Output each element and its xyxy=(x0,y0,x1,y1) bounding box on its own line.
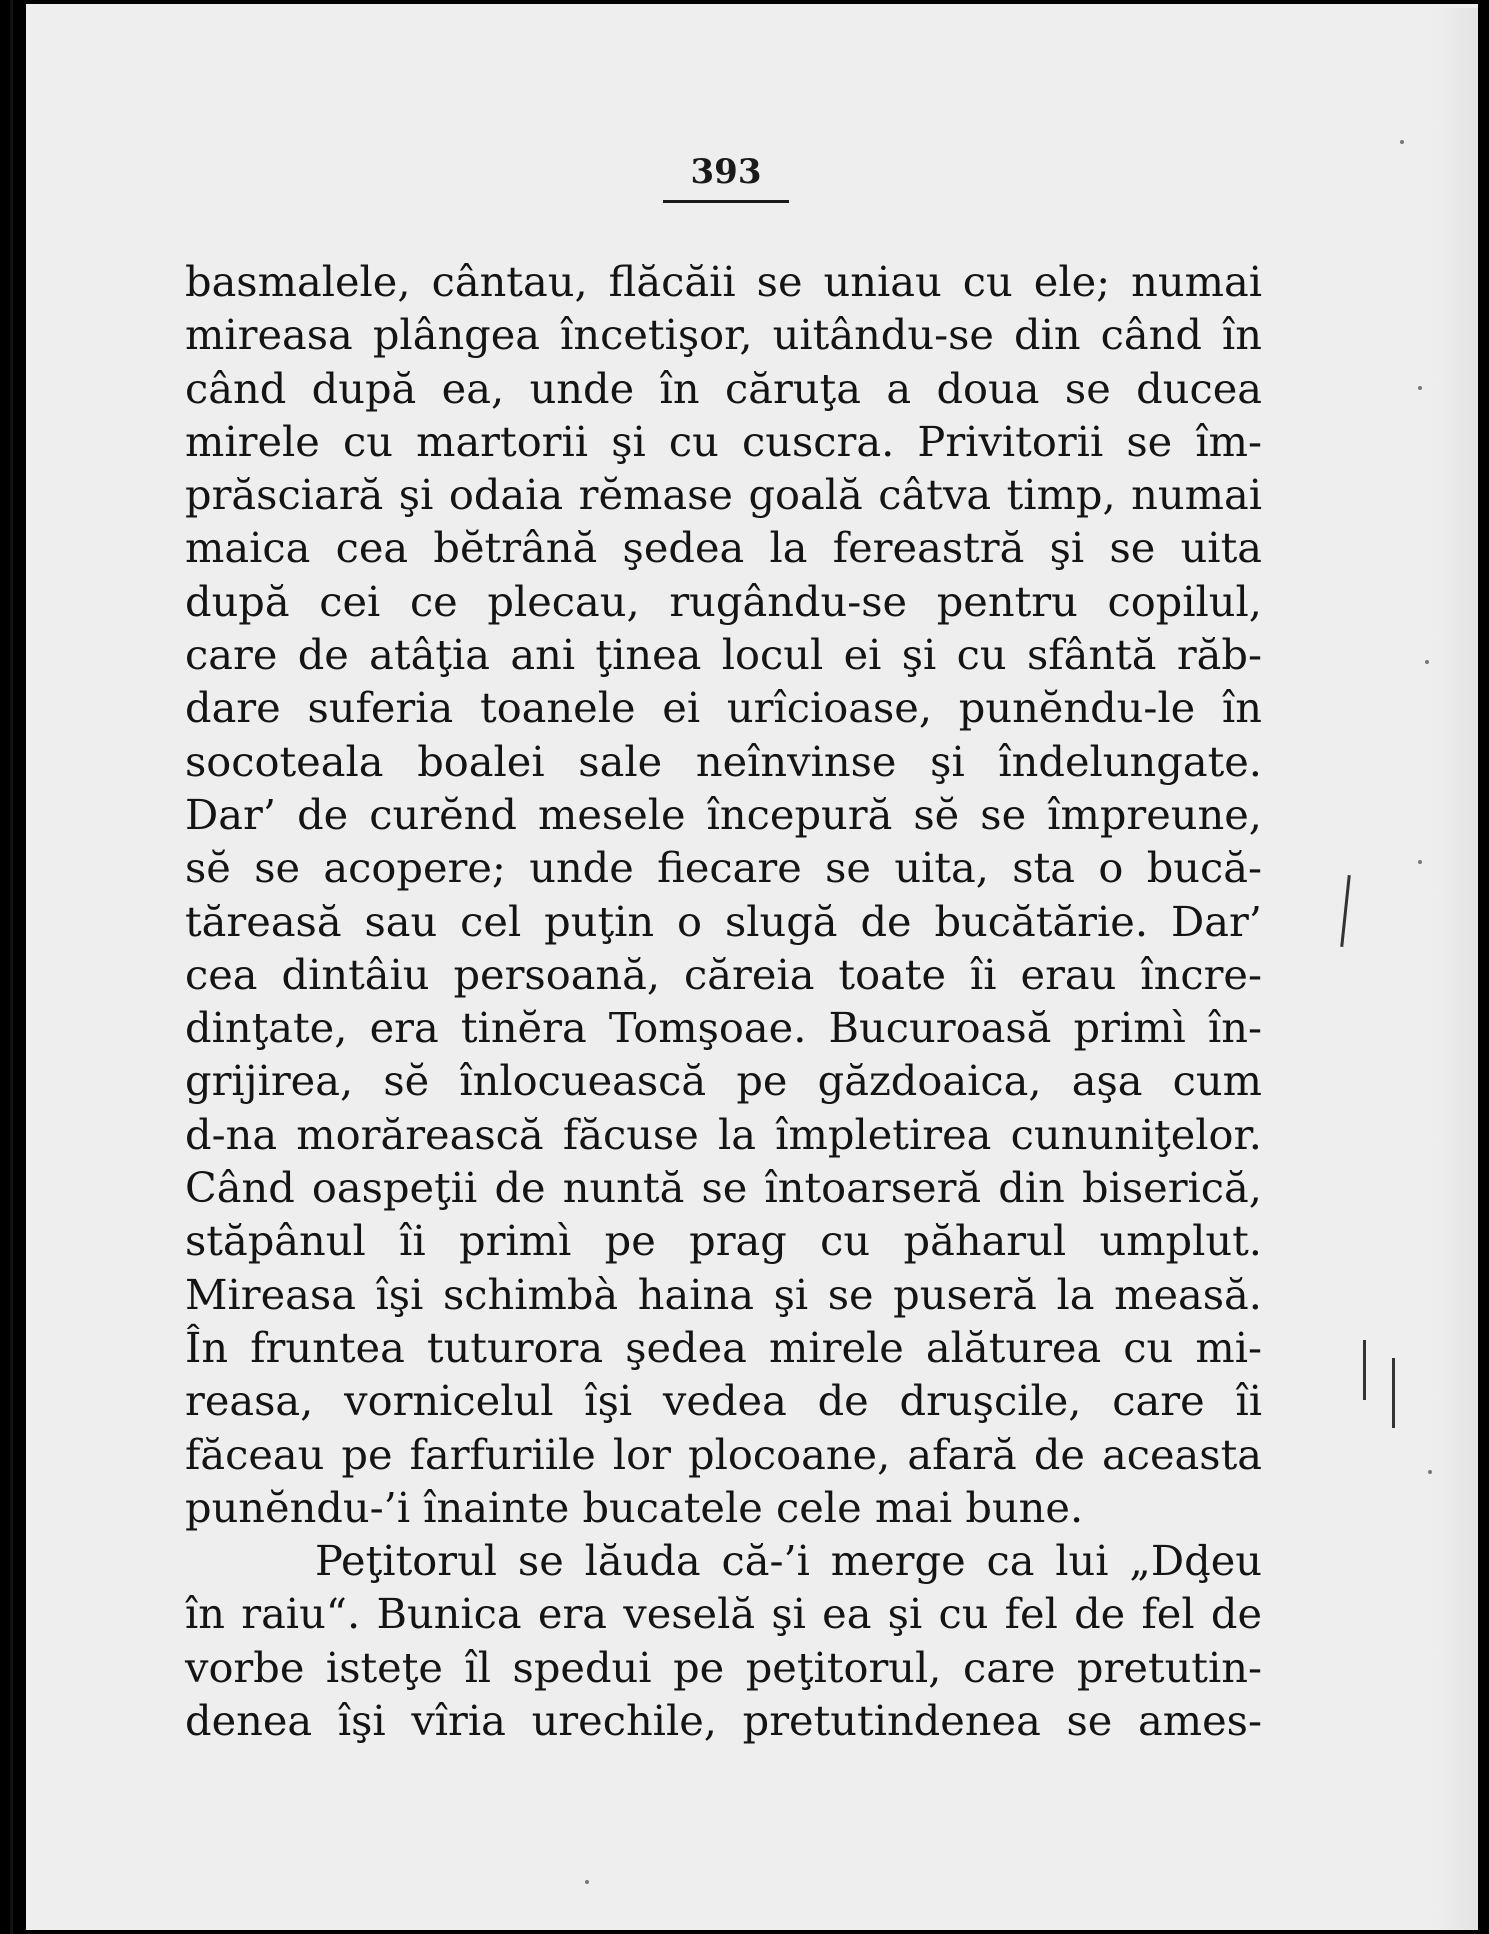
text-line: vorbe isteţe îl spedui pe peţitorul, care pretutin- xyxy=(185,1642,1262,1692)
text-line: Mireasa îşi schimbà haina şi se puseră la measă. xyxy=(185,1269,1262,1319)
text-line: prăsciară şi odaia rĕmase goală câtva timp, numai xyxy=(185,470,1262,520)
text-line: în raiu“. Bunica era veselă şi ea şi cu fel de fel de xyxy=(185,1589,1262,1639)
speck xyxy=(585,1880,589,1884)
text-line: stăpânul îi primì pe prag cu păharul umplut. xyxy=(185,1216,1262,1266)
text-line: punĕndu-’i înainte bucatele cele mai bune. xyxy=(185,1482,1084,1532)
speck xyxy=(1425,660,1429,664)
text-line: cea dintâiu persoană, căreia toate îi erau încre- xyxy=(185,949,1262,999)
margin-mark xyxy=(1392,1358,1395,1428)
text-line: Peţitorul se lăuda că-’i merge ca lui „Dḑeu xyxy=(315,1536,1262,1586)
body-text xyxy=(185,255,1262,1747)
text-line: care de atâţia ani ţinea locul ei şi cu sfântă răb- xyxy=(185,630,1262,680)
page-edge-shadow xyxy=(1436,8,1489,1934)
text-line: basmalele, cântau, flăcăii se uniau cu ele; numai xyxy=(185,257,1262,306)
text-line: dinţate, era tinĕra Tomşoae. Bucuroasă primì în- xyxy=(185,1003,1262,1053)
text-line: dare suferia toanele ei urîcioase, punĕndu-le în xyxy=(185,683,1262,733)
left-edge-line xyxy=(10,0,13,1934)
text-line: În fruntea tuturora şedea mirele alăturea cu mi- xyxy=(185,1322,1262,1372)
text-line: denea îşi vîria urechile, pretutindenea se ames- xyxy=(185,1696,1262,1746)
text-line: mireasa plângea încetişor, uitându-se din când în xyxy=(185,310,1262,360)
speck xyxy=(1428,1470,1432,1474)
page-number-rule xyxy=(663,200,789,203)
text-line: când după ea, unde în căruţa a doua se ducea xyxy=(185,363,1262,413)
speck xyxy=(1418,860,1422,864)
text-line: reasa, vornicelul îşi vedea de druşcile, care îi xyxy=(185,1376,1262,1426)
margin-mark xyxy=(1363,1340,1366,1400)
text-line: mirele cu martorii şi cu cuscra. Privitorii se îm- xyxy=(185,416,1262,466)
text-line: după cei ce plecau, rugându-se pentru copilul, xyxy=(185,576,1262,626)
text-line: tăreasă sau cel puţin o slugă de bucătărie. Dar’ xyxy=(185,896,1262,946)
text-line: Dar’ de curĕnd mesele începură sĕ se împreune, xyxy=(185,789,1262,839)
page-number: 393 xyxy=(690,152,762,192)
speck xyxy=(1400,140,1404,144)
text-line: sĕ se acopere; unde fiecare se uita, sta o bucă- xyxy=(185,843,1262,893)
text-line: grijirea, sĕ înlocuească pe găzdoaica, aşa cum xyxy=(185,1056,1262,1106)
speck xyxy=(1418,386,1422,390)
text-line: Când oaspeţii de nuntă se întoarseră din biserică, xyxy=(185,1163,1262,1213)
text-line: d-na morărească făcuse la împletirea cununiţelor. xyxy=(185,1109,1262,1159)
text-line: maica cea bĕtrână şedea la fereastră şi se uita xyxy=(185,523,1262,573)
text-line: făceau pe farfuriile lor plocoane, afară de aceasta xyxy=(185,1429,1262,1479)
text-line: socoteala boalei sale neînvinse şi îndelungate. xyxy=(185,736,1262,786)
